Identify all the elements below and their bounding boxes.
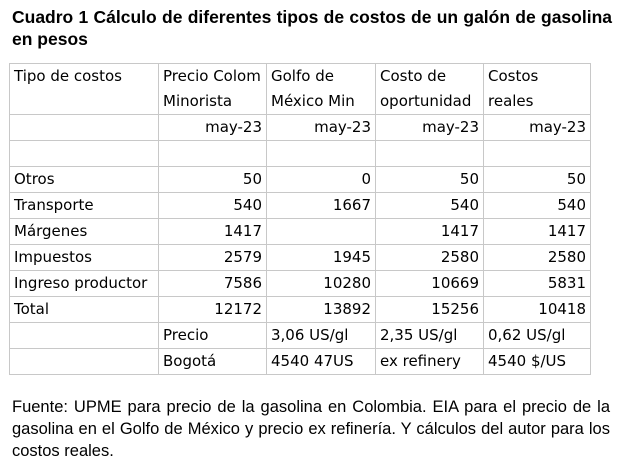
row-label: Impuestos [10,245,159,271]
note-row [10,349,591,375]
date-cell: may-23 [159,115,267,141]
empty-cell [267,141,376,167]
note-cell: 2,35 US/gl [376,323,484,349]
header-cell: reales [484,89,591,115]
header-cell: Tipo de costos [10,64,159,90]
empty-cell [10,141,159,167]
empty-cell [10,349,159,375]
value-cell: 540 [376,193,484,219]
table-title: Cuadro 1 Cálculo de diferentes tipos de costos de un galón de gasolina en pesos [12,7,612,49]
value-cell: 10669 [376,271,484,297]
note-cell: Bogotá [159,349,267,375]
date-cell [10,115,159,141]
blank-row [10,141,591,167]
value-cell: 2580 [484,245,591,271]
cost-table [9,63,591,375]
value-cell: 1417 [484,219,591,245]
value-cell: 12172 [159,297,267,323]
header-cell: Minorista [159,89,267,115]
source-note: Fuente: UPME para precio de la gasolina en Colombia. EIA para el precio de la gasolina en el Golfo de México y precio ex refinería. Y cálculos del autor para los costos reales. [12,398,610,460]
table-row [10,219,591,245]
value-cell: 540 [484,193,591,219]
note-cell: 0,62 US/gl [484,323,591,349]
header-row-2 [10,89,591,115]
value-cell: 1667 [267,193,376,219]
value-cell: 2580 [376,245,484,271]
date-cell: may-23 [267,115,376,141]
value-cell: 0 [267,167,376,193]
header-date-row [10,115,591,141]
table-row [10,271,591,297]
value-cell: 7586 [159,271,267,297]
table-row [10,245,591,271]
table-row [10,193,591,219]
row-label: Márgenes [10,219,159,245]
value-cell: 10280 [267,271,376,297]
row-label: Transporte [10,193,159,219]
value-cell: 1417 [376,219,484,245]
note-cell: 3,06 US/gl [267,323,376,349]
header-row-1 [10,64,591,90]
note-cell: 4540 $/US [484,349,591,375]
note-row [10,323,591,349]
header-cell: Golfo de [267,64,376,90]
header-cell: Costo de [376,64,484,90]
header-cell [10,89,159,115]
note-cell: 4540 47US [267,349,376,375]
row-label: Total [10,297,159,323]
value-cell [267,219,376,245]
total-row [10,297,591,323]
value-cell: 50 [484,167,591,193]
value-cell: 50 [159,167,267,193]
row-label: Ingreso productor [10,271,159,297]
header-cell: oportunidad [376,89,484,115]
date-cell: may-23 [376,115,484,141]
value-cell: 10418 [484,297,591,323]
note-cell: Precio [159,323,267,349]
table-row [10,167,591,193]
value-cell: 1417 [159,219,267,245]
value-cell: 5831 [484,271,591,297]
row-label: Otros [10,167,159,193]
empty-cell [376,141,484,167]
value-cell: 1945 [267,245,376,271]
empty-cell [159,141,267,167]
date-cell: may-23 [484,115,591,141]
value-cell: 2579 [159,245,267,271]
empty-cell [10,323,159,349]
header-cell: Precio Colom [159,64,267,90]
empty-cell [484,141,591,167]
value-cell: 540 [159,193,267,219]
header-cell: Costos [484,64,591,90]
value-cell: 13892 [267,297,376,323]
note-cell: ex refinery [376,349,484,375]
value-cell: 15256 [376,297,484,323]
value-cell: 50 [376,167,484,193]
header-cell: México Min [267,89,376,115]
